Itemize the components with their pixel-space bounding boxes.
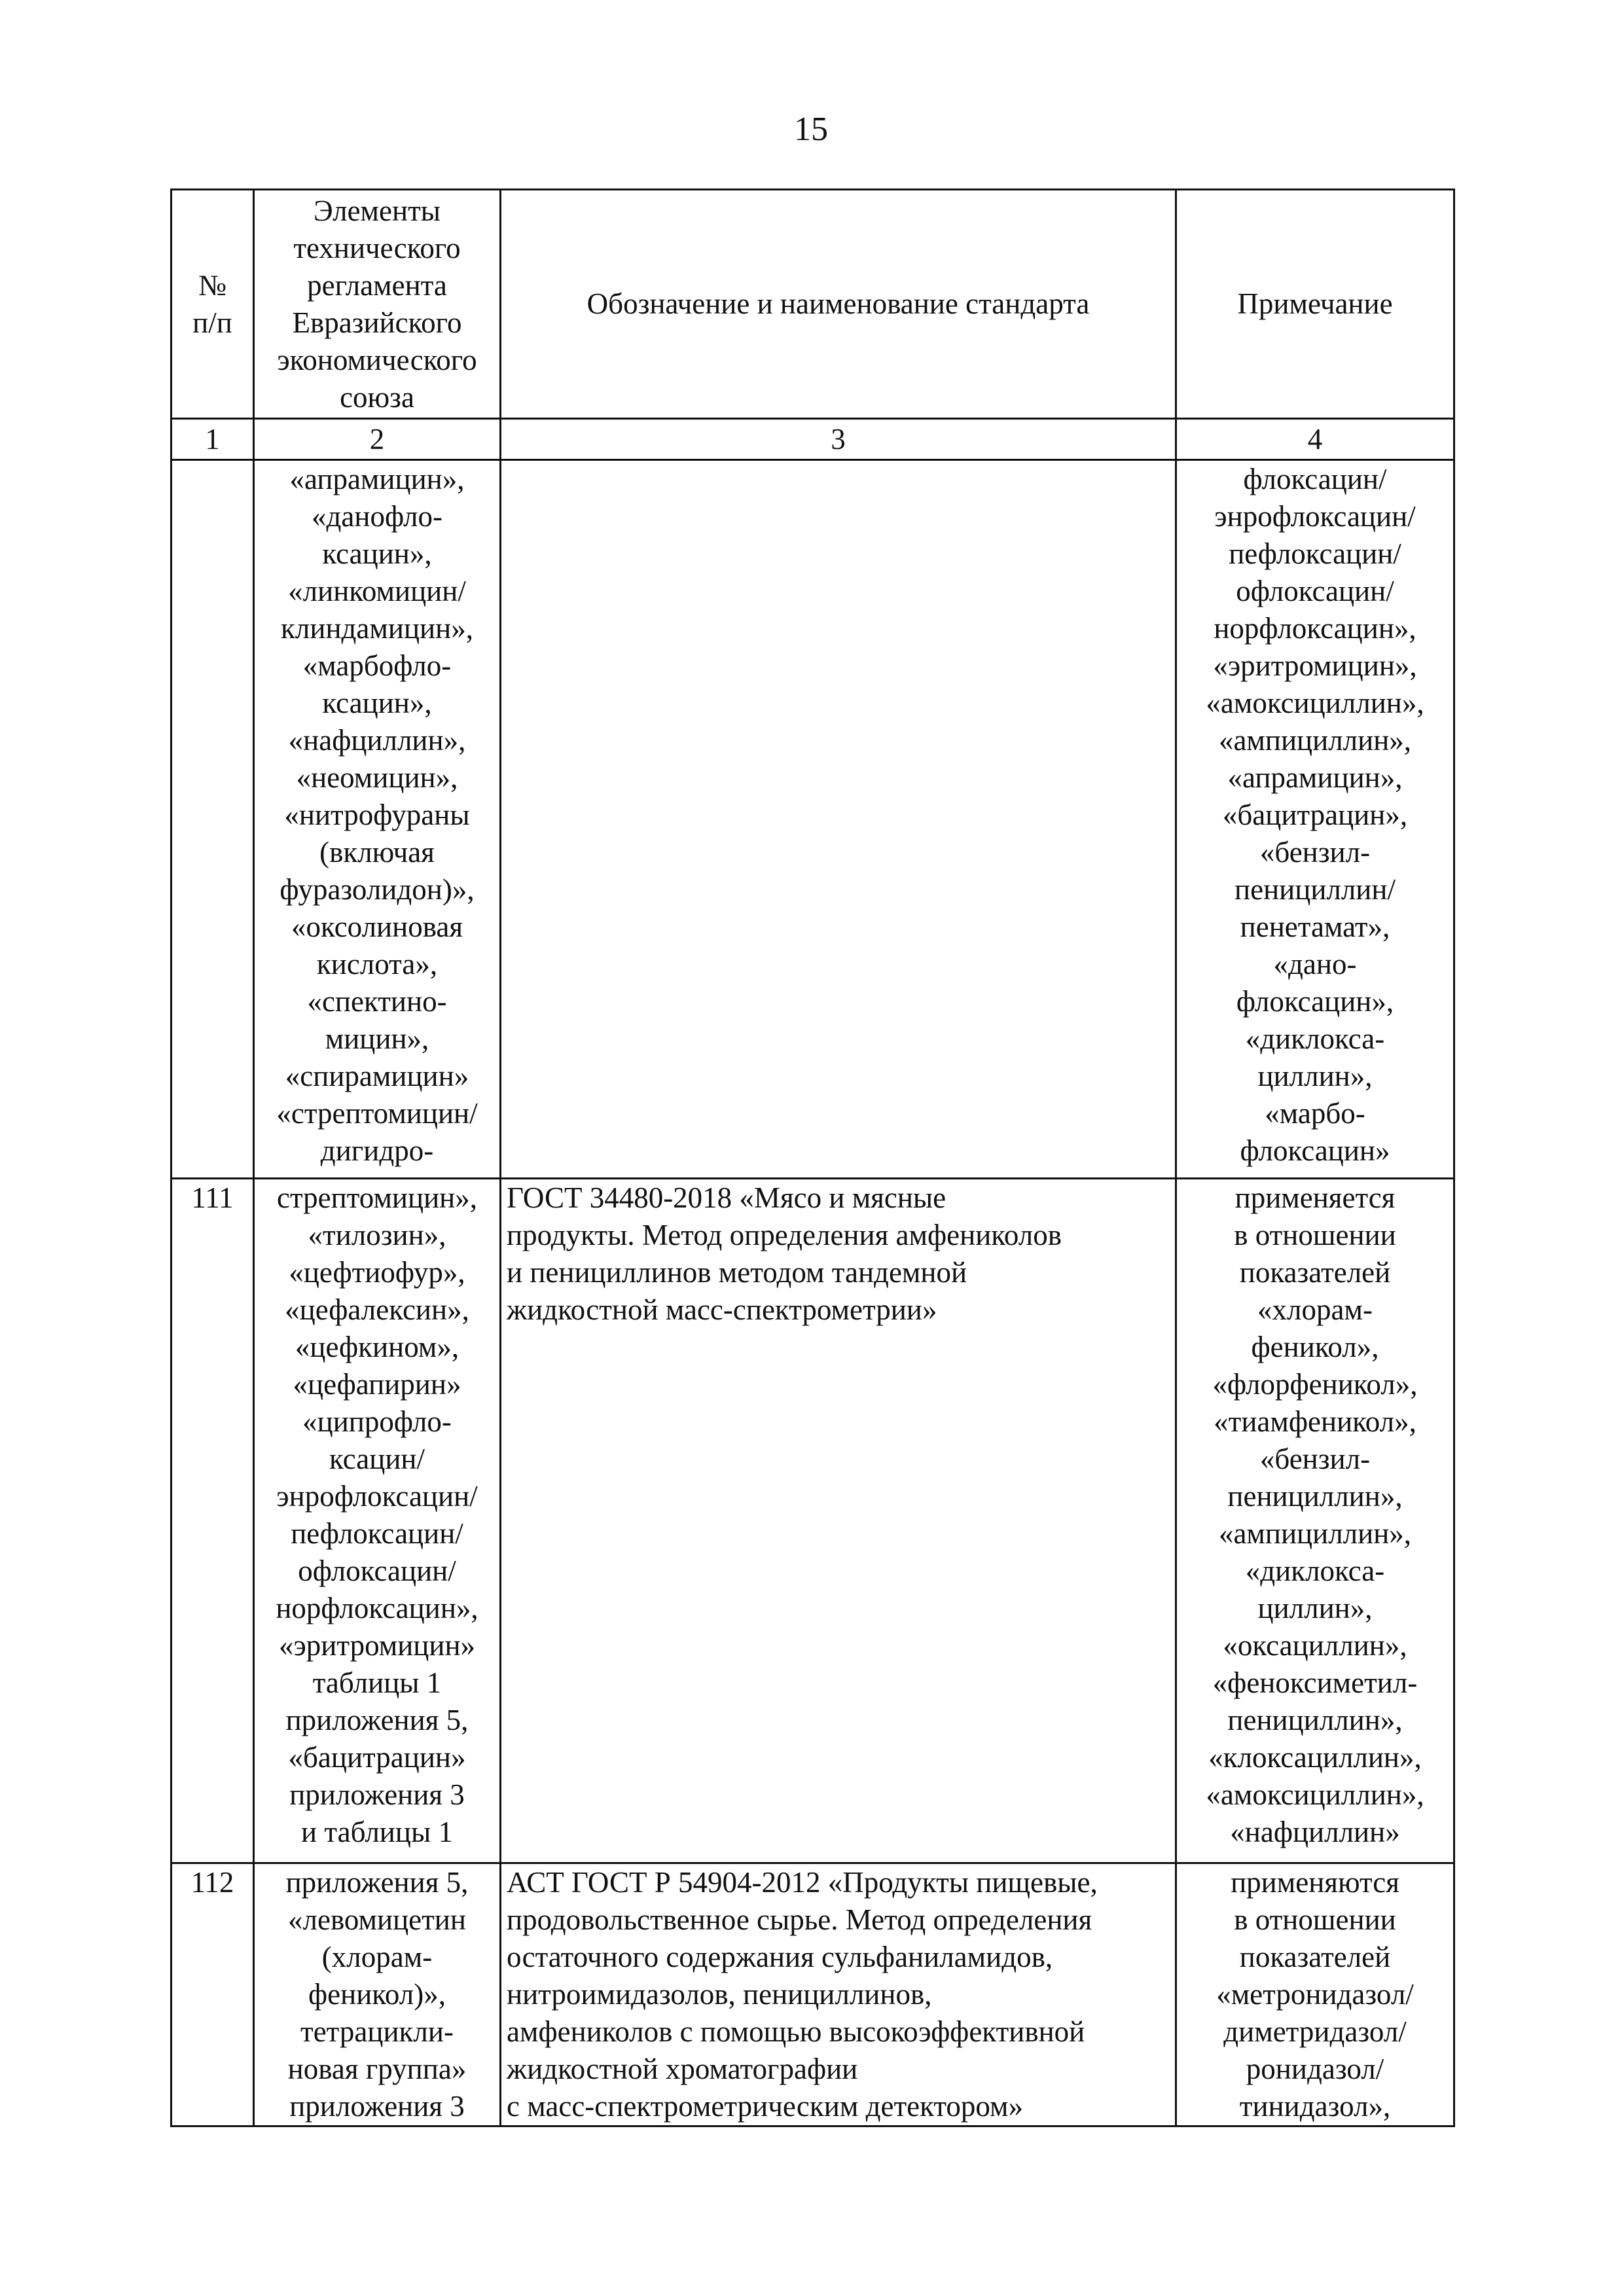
cell-line: амфениколов с помощью высокоэффективной: [507, 2015, 1085, 2048]
cell-line: пенициллин»,: [1227, 1480, 1403, 1513]
cell-line: «эритромицин»,: [1213, 649, 1417, 682]
cell-line: жидкостной масс-спектрометрии»: [507, 1293, 937, 1326]
cell-line: «неомицин»,: [296, 761, 458, 794]
cell-line: «ципрофло-: [302, 1405, 452, 1438]
row-standard: [501, 1863, 1176, 2126]
cell-line: «марбофло-: [302, 649, 452, 682]
cell-line: и пенициллинов методом тандемной: [507, 1256, 967, 1289]
cell-line: тетрацикли-: [300, 2015, 454, 2048]
cell-line: пенетамат»,: [1240, 910, 1390, 943]
header-element-line: союза: [340, 380, 414, 414]
cell-line: и таблицы 1: [301, 1816, 453, 1848]
header-element-line: технического: [293, 231, 461, 264]
cell-line: приложения 3: [289, 2090, 465, 2123]
cell-line: «апрамицин»,: [289, 463, 465, 495]
cell-line: «марбо-: [1265, 1097, 1365, 1130]
cell-line: «бацитрацин»: [288, 1741, 466, 1774]
header-element-line: экономического: [277, 343, 477, 376]
row-note: [1176, 1179, 1454, 1863]
cell-line: «оксолиновая: [291, 910, 463, 943]
cell-line: «цефтиофур»,: [289, 1256, 465, 1289]
cell-line: приложения 5,: [285, 1866, 469, 1899]
cell-line: «диклокса-: [1245, 1554, 1385, 1587]
cell-line: энрофлоксацин/: [1214, 500, 1416, 533]
cell-line: флоксацин/: [1243, 463, 1387, 495]
header-number-line: №: [198, 268, 226, 302]
header-element-line: Евразийского: [292, 306, 462, 339]
cell-line: «ампициллин»,: [1218, 1517, 1412, 1550]
cell-line: остаточного содержания сульфаниламидов,: [507, 1941, 1053, 1973]
cell-line: «метронидазол/: [1216, 1978, 1414, 2011]
cell-line: ксацин»,: [322, 537, 432, 570]
table-row: [171, 460, 1454, 1179]
cell-line: применяется: [1235, 1181, 1396, 1214]
cell-line: ГОСТ 34480-2018 «Мясо и мясные: [507, 1181, 946, 1214]
row-note: [1176, 460, 1454, 1179]
cell-line: «клоксациллин»,: [1208, 1741, 1422, 1774]
row-element: [254, 460, 501, 1179]
cell-line: пенициллин/: [1235, 873, 1396, 906]
cell-line: флоксацин»,: [1236, 985, 1394, 1018]
table-row: [171, 1179, 1454, 1863]
cell-line: «нитрофураны: [284, 798, 470, 831]
row-number: 112: [171, 1863, 254, 2126]
header-number: [171, 190, 254, 419]
cell-line: «бензил-: [1259, 836, 1371, 869]
cell-line: в отношении: [1234, 1903, 1396, 1936]
cell-line: «амоксициллин»,: [1206, 1778, 1424, 1811]
cell-line: циллин»,: [1257, 1060, 1373, 1092]
cell-line: «стрептомицин/: [276, 1097, 478, 1130]
cell-line: тинидазол»,: [1239, 2090, 1391, 2123]
cell-line: офлоксацин/: [298, 1554, 456, 1587]
cell-line: «флорфеникол»,: [1212, 1368, 1418, 1401]
page-number: 15: [794, 111, 828, 148]
cell-line: «цефалексин»,: [285, 1293, 469, 1326]
cell-line: норфлоксацин»,: [276, 1592, 478, 1624]
cell-line: приложения 5,: [285, 1704, 469, 1736]
row-number: 111: [171, 1179, 254, 1863]
cell-line: клиндамицин»,: [281, 612, 473, 645]
cell-line: (хлорам-: [321, 1941, 433, 1973]
cell-line: пефлоксацин/: [1229, 537, 1401, 570]
cell-line: показателей: [1239, 1256, 1391, 1289]
cell-line: АСТ ГОСТ Р 54904-2012 «Продукты пищевые,: [507, 1866, 1098, 1899]
header-row: [171, 190, 1454, 419]
cell-line: «оксациллин»,: [1223, 1629, 1407, 1662]
cell-line: «нафциллин»: [1230, 1816, 1400, 1848]
cell-line: «эритромицин»: [278, 1629, 476, 1662]
cell-line: «цефапирин»: [293, 1368, 461, 1401]
cell-line: «тилозин»,: [308, 1219, 446, 1251]
cell-line: флоксацин»: [1240, 1134, 1390, 1167]
cell-line: показателей: [1239, 1941, 1391, 1973]
cell-line: жидкостной хроматографии: [507, 2053, 858, 2085]
header-element-line: регламента: [307, 268, 447, 302]
cell-line: диметридазол/: [1223, 2015, 1407, 2048]
cell-line: «хлорам-: [1257, 1293, 1373, 1326]
column-number: 1: [171, 419, 254, 460]
cell-line: «цефкином»,: [295, 1331, 460, 1363]
cell-line: феникол)»,: [308, 1978, 446, 2011]
row-number: [171, 460, 254, 1179]
cell-line: продовольственное сырье. Метод определения: [507, 1903, 1092, 1936]
cell-line: «бацитрацин»,: [1222, 798, 1408, 831]
cell-line: таблицы 1: [312, 1666, 442, 1699]
cell-line: циллин»,: [1257, 1592, 1373, 1624]
cell-line: феникол»,: [1251, 1331, 1379, 1363]
cell-line: применяются: [1231, 1866, 1399, 1899]
cell-line: «спирамицин»: [285, 1060, 469, 1092]
cell-line: «спектино-: [307, 985, 447, 1018]
column-number: 4: [1176, 419, 1454, 460]
cell-line: «линкомицин/: [288, 575, 466, 607]
cell-line: нитроимидазолов, пенициллинов,: [507, 1978, 932, 2011]
cell-line: мицин»,: [325, 1022, 429, 1055]
cell-line: «амоксициллин»,: [1206, 687, 1424, 719]
cell-line: ронидазол/: [1246, 2053, 1384, 2085]
cell-line: дигидро-: [320, 1134, 434, 1167]
header-element-line: Элементы: [314, 194, 441, 227]
cell-line: ксацин/: [329, 1443, 425, 1475]
cell-line: энрофлоксацин/: [276, 1480, 478, 1513]
cell-line: «апрамицин»,: [1227, 761, 1403, 794]
cell-line: «ампициллин»,: [1218, 724, 1412, 757]
cell-line: (включая: [319, 836, 435, 869]
cell-line: офлоксацин/: [1236, 575, 1394, 607]
cell-line: «тиамфеникол»,: [1214, 1405, 1416, 1438]
cell-line: «феноксиметил-: [1212, 1666, 1418, 1699]
cell-line: пенициллин»,: [1227, 1704, 1403, 1736]
row-standard: [501, 460, 1176, 1179]
cell-line: приложения 3: [289, 1778, 465, 1811]
cell-line: в отношении: [1234, 1219, 1396, 1251]
row-element: [254, 1863, 501, 2126]
standards-table: [170, 188, 1455, 2127]
cell-line: продукты. Метод определения амфениколов: [507, 1219, 1062, 1251]
row-element: [254, 1179, 501, 1863]
cell-line: «левомицетин: [288, 1903, 466, 1936]
column-number: 3: [501, 419, 1176, 460]
cell-line: стрептомицин»,: [276, 1181, 477, 1214]
row-standard: [501, 1179, 1176, 1863]
cell-line: фуразолидон)»,: [279, 873, 475, 906]
cell-line: норфлоксацин»,: [1214, 612, 1416, 645]
header-standard: Обозначение и наименование стандарта: [501, 190, 1176, 419]
column-number-row: [171, 419, 1454, 460]
cell-line: «диклокса-: [1245, 1022, 1385, 1055]
row-note: [1176, 1863, 1454, 2126]
cell-line: кислота»,: [316, 948, 438, 980]
header-note: Примечание: [1176, 190, 1454, 419]
cell-line: новая группа»: [287, 2053, 467, 2085]
table-row: [171, 1863, 1454, 2126]
header-number-line: п/п: [192, 306, 232, 339]
cell-line: «нафциллин»,: [288, 724, 466, 757]
cell-line: ксацин»,: [322, 687, 432, 719]
column-number: 2: [254, 419, 501, 460]
cell-line: «бензил-: [1259, 1443, 1371, 1475]
cell-line: «данофло-: [312, 500, 442, 533]
cell-line: с масс-спектрометрическим детектором»: [507, 2090, 1024, 2123]
cell-line: «дано-: [1273, 948, 1357, 980]
cell-line: пефлоксацин/: [291, 1517, 463, 1550]
header-element: [254, 190, 501, 419]
